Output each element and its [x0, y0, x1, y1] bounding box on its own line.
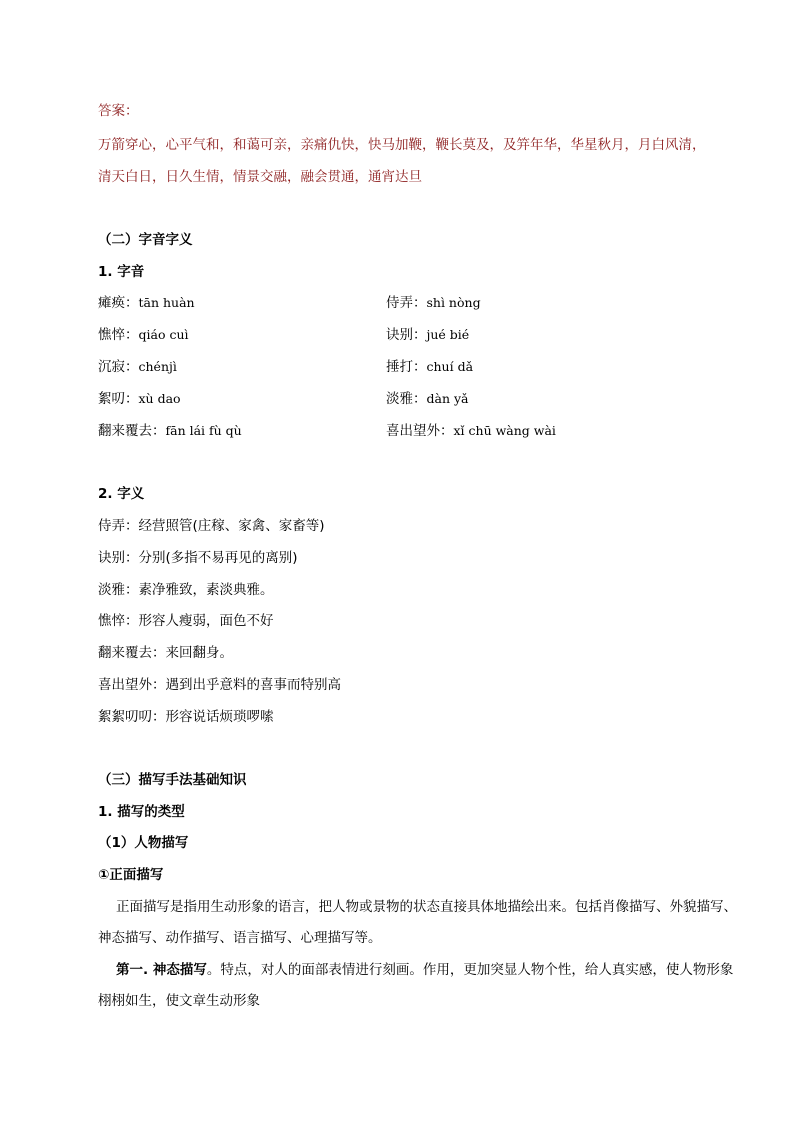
- paragraph-text: 。特点，对人的面部表情进行刻画。作用，更加突显人物个性，给人真实感，使人物形象栩栩如生，使文章生动形象: [98, 962, 734, 1009]
- pron-pinyin: tān huàn: [138, 295, 195, 310]
- pron-word: 喜出望外：: [386, 423, 454, 439]
- meaning-item: 喜出望外：遇到出乎意料的喜事而特别高: [98, 677, 341, 693]
- meaning-item: 诀别：分别(多指不易再见的离别): [98, 550, 298, 566]
- pron-pinyin: jué bié: [426, 327, 470, 342]
- section-2-title: （二）字音字义: [98, 232, 193, 248]
- pron-word: 絮叨：: [98, 391, 139, 407]
- meaning-item: 翻来覆去：来回翻身。: [98, 645, 233, 661]
- pron-word: 诀别：: [386, 327, 427, 343]
- paragraph-lead: 第一. 神态描写: [116, 962, 207, 978]
- pron-pinyin: chénjì: [138, 359, 177, 374]
- pron-word: 捶打：: [386, 359, 427, 375]
- pron-pinyin: qiáo cuì: [138, 327, 189, 342]
- pron-row: [98, 325, 470, 345]
- pron-word: 淡雅：: [386, 391, 427, 407]
- meaning-item: 淡雅：素净雅致，素淡典雅。: [98, 582, 274, 598]
- answer-label: 答案：: [98, 103, 139, 119]
- pronunciation-title: 1. 字音: [98, 264, 145, 280]
- expression-description-paragraph: [98, 955, 738, 1017]
- meaning-title: 2. 字义: [98, 486, 145, 502]
- pron-word: 瘫痪：: [98, 295, 139, 311]
- direct-description-paragraph: [98, 892, 738, 954]
- answer-line-1: 万箭穿心，心平气和，和蔼可亲，亲痛仇快，快马加鞭，鞭长莫及，及笄年华，华星秋月，月白风清，: [98, 137, 706, 153]
- pron-pinyin: xǐ chū wàng wài: [453, 423, 556, 438]
- pron-pinyin: dàn yǎ: [426, 391, 469, 406]
- pron-row: [98, 293, 481, 313]
- pron-word: 侍弄：: [386, 295, 427, 311]
- answer-line-2: 清天白日，日久生情，情景交融，融会贯通，通宵达旦: [98, 169, 422, 185]
- pron-word: 沉寂：: [98, 359, 139, 375]
- meaning-item: 絮絮叨叨：形容说话烦琐啰嗦: [98, 709, 274, 725]
- pron-pinyin: fān lái fù qù: [165, 423, 242, 438]
- section-3-title: （三）描写手法基础知识: [98, 772, 247, 788]
- description-types-title: 1. 描写的类型: [98, 804, 185, 820]
- pron-row: [98, 389, 469, 409]
- character-description-title: （1）人物描写: [98, 835, 189, 851]
- pron-row: [98, 357, 474, 377]
- pron-pinyin: shì nòng: [426, 295, 481, 310]
- paragraph-text: 正面描写是指用生动形象的语言，把人物或景物的状态直接具体地描绘出来。包括肖像描写、外貌描写、神态描写、动作描写、语言描写、心理描写等。: [98, 899, 737, 946]
- direct-description-title: ①正面描写: [98, 867, 164, 883]
- pron-pinyin: xù dao: [138, 391, 181, 406]
- pron-word: 憔悴：: [98, 327, 139, 343]
- meaning-item: 侍弄：经营照管(庄稼、家禽、家畜等): [98, 518, 325, 534]
- meaning-item: 憔悴：形容人瘦弱，面色不好: [98, 613, 274, 629]
- pron-pinyin: chuí dǎ: [426, 359, 474, 374]
- pron-word: 翻来覆去：: [98, 423, 166, 439]
- pron-row: [98, 421, 556, 441]
